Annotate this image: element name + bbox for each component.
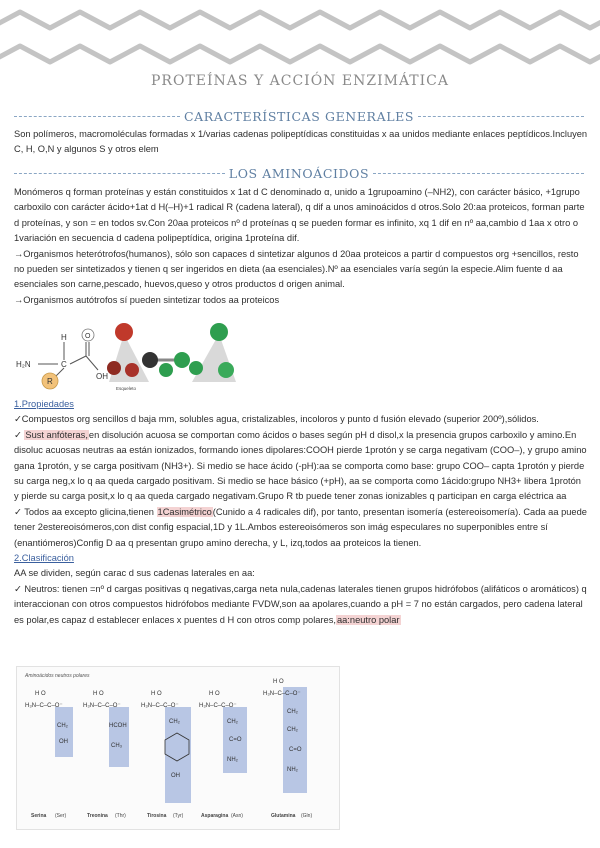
dashed-rule-right <box>373 173 584 174</box>
glutamine-label: Glutamina <box>271 813 296 819</box>
aminoacids-body <box>14 185 588 308</box>
section-heading-aminoacids <box>14 164 584 182</box>
general-paragraph <box>14 127 588 158</box>
svg-text:HCOH: HCOH <box>109 723 127 729</box>
svg-text:C=O: C=O <box>229 737 242 743</box>
neutral-text: ✓ Neutros: tienen =nº d cargas positivas q negativas,carga neta nula,cadenas laterales tienen grupos hidrófobos (alifáticos o aromáticos) q interaccionan con otros compuestos hidrófobos mediante FVDW,son aa apolares,cuando a pH = 7 no están cargados, pero cadena lateral es polar,es capaz d establecer enlaces x puentes d H con otros comp polares, <box>14 583 587 625</box>
aa-intro-text: Monómeros q forman proteínas y están constituidos x 1at d C denominado α, unido a 1grupoamino (–NH2), con carácter básico, +1grupo carboxilo con carácter ácido+1at d H(–H)+1 radical R (cadena lateral), q dif a unos aminoácidos d otros.Solo 20:aa proteicos, forman parte d proteínas, y son = en todos sv.Con 20aa proteicos nº d proteínas q se pueden formar es infinito, xq 1 dif en nº aa,cambio d 1aa x otro o 1variación en secuencia d cadena polipeptídica, origina 1proteína dif. <box>14 187 585 244</box>
amino-acid-structure-figure <box>14 320 264 396</box>
serine-abbr: (Ser) <box>55 813 67 819</box>
tyrosine-label: Tirosina <box>147 813 167 819</box>
mol-r-label: R <box>47 377 53 386</box>
section-label-aminoacids: LOS AMINOÁCIDOS <box>228 165 370 181</box>
svg-text:CH₂: CH₂ <box>287 709 298 715</box>
heterotrophs-text: →Organismos heterótrofos(humanos), sólo son capaces d sintetizar algunos d 20aa proteicos a partir d compuestos org +sencillos, resto no pueden ser sintetizados y tienen q ser ingeridos en dieta (aa esenciales).Nº aa esenciales varía según la especie.Alim fuente d aa esenciales son carne,pescado, huevos,queso y otros productos d origen animal. <box>14 248 579 290</box>
property-3-text: (Cunido a 4 radicales dif), por tanto, presentan isomería (estereoisomería). Cada aa puede tener 2estereoisómeros,con dist config espacial,1D y 1L.Ambos estereoisómeros son imág especulares no superponibles entre sí (enantiómeros)Config D aa q presentan grupo amino derecha, y L, izq,todos aa proteicos la tienen. <box>14 506 587 548</box>
svg-text:H O: H O <box>35 691 46 697</box>
tyrosine-structure <box>141 691 191 819</box>
classification-link[interactable]: 2.Clasificación <box>14 553 74 564</box>
svg-text:H₃N–C–C–O⁻: H₃N–C–C–O⁻ <box>199 703 237 709</box>
section-heading-general <box>14 107 584 125</box>
svg-text:H₃N–C–C–O⁻: H₃N–C–C–O⁻ <box>25 703 63 709</box>
general-text: Son polímeros, macromoléculas formadas x 1/varias cadenas polipeptídicas constituidas x aa unidos mediante enlaces peptídicos.Incluyen C, H, O,N y algunos S y otros elem <box>14 129 588 155</box>
dashed-rule-left <box>14 173 225 174</box>
properties-heading <box>14 397 588 412</box>
second-zigzag-decoration <box>0 40 600 70</box>
svg-text:H₃N–C–C–O⁻: H₃N–C–C–O⁻ <box>263 691 301 697</box>
asparagine-structure <box>199 691 247 819</box>
mol-o-label: O <box>85 333 91 340</box>
classification-intro: AA se dividen, según carac d sus cadenas laterales en aa: <box>14 568 255 579</box>
svg-text:CH₂: CH₂ <box>227 719 238 725</box>
svg-text:CH₃: CH₃ <box>111 743 123 749</box>
model-caption: Esqueleto <box>116 386 137 391</box>
glutamine-abbr: (Gln) <box>301 813 313 819</box>
threonine-label: Treonina <box>87 813 108 819</box>
mol-n-label: H₂N <box>16 360 31 369</box>
svg-text:H O: H O <box>209 691 220 697</box>
mol-h-label: H <box>61 333 67 342</box>
page-title: PROTEÍNAS Y ACCIÓN ENZIMÁTICA <box>151 73 449 89</box>
svg-text:CH₂: CH₂ <box>169 719 180 725</box>
svg-text:C=O: C=O <box>289 747 302 753</box>
threonine-abbr: (Thr) <box>115 813 126 819</box>
figure-title: Aminoácidos neutros polares <box>25 673 90 679</box>
threonine-structure <box>83 691 129 819</box>
svg-text:NH₂: NH₂ <box>287 767 298 773</box>
tyrosine-abbr: (Tyr) <box>173 813 184 819</box>
serine-label: Serina <box>31 813 47 819</box>
section-label-general: CARACTERÍSTICAS GENERALES <box>184 108 414 124</box>
glutamine-structure <box>263 679 312 819</box>
svg-text:OH: OH <box>171 773 180 779</box>
property-3-prefix: ✓ Todos aa excepto glicina,tienen <box>14 506 157 517</box>
svg-text:H O: H O <box>273 679 284 685</box>
svg-text:H O: H O <box>151 691 162 697</box>
mol-oh-label: OH <box>96 372 108 381</box>
svg-text:H O: H O <box>93 691 104 697</box>
property-3 <box>14 505 588 551</box>
property-2-check: ✓ <box>14 429 25 440</box>
ball-and-stick-model <box>107 323 236 391</box>
property-2-text: en disolución acuosa se comportan como ácidos o bases según pH d disol,x la presencia grupos carboxilo y amino.En disoluc acuosas neutras aa están ionizados, formando iones dipolares:COOH pierde 1protón y se carga negativam (COO–), y grupo amino gana 1protón, y se carga positivam (NH3+). Si medio se hace ácido (-pH):aa se comporta como base: grupo COO– capta 1protón y pierde su carga neg,x lo q aa queda cargado positivam. Si medio se hace básico (+pH), aa se comporta como 1ácido:grupo NH3+ libera 1protón y pierde su carga posit,x lo q aa queda cargado negativam.Grupo R tb puede tener zonas ionizables q participan en carga eléctrica aa <box>14 429 587 502</box>
neutral-polar-aminoacids-figure <box>16 666 340 830</box>
top-zigzag-decoration <box>0 6 600 36</box>
dashed-rule-right <box>418 116 584 117</box>
svg-text:H₃N–C–C–O⁻: H₃N–C–C–O⁻ <box>141 703 179 709</box>
amphoteric-highlight: Sust anfóteras, <box>25 429 88 440</box>
autotrophs-text: →Organismos autótrofos sí pueden sintetizar todos aa proteicos <box>14 294 280 305</box>
asparagine-abbr: (Asn) <box>231 813 243 819</box>
property-2 <box>14 428 588 505</box>
classification-heading <box>14 551 588 566</box>
property-1: ✓Compuestos org sencillos d baja mm, solubles agua, cristalizables, incoloros y punto d fusión elevado (superior 200º),sólidos. <box>14 414 539 425</box>
properties-section <box>14 397 588 628</box>
svg-text:CH₂: CH₂ <box>57 723 68 729</box>
svg-text:OH: OH <box>59 739 68 745</box>
asparagine-label: Asparagina <box>201 813 229 819</box>
svg-text:CH₂: CH₂ <box>287 727 298 733</box>
dashed-rule-left <box>14 116 180 117</box>
general-structure <box>16 329 108 389</box>
classification-neutral <box>14 582 588 628</box>
mol-c-label: C <box>61 360 67 369</box>
svg-text:H₃N–C–C–O⁻: H₃N–C–C–O⁻ <box>83 703 121 709</box>
svg-text:NH₂: NH₂ <box>227 757 238 763</box>
neutral-polar-highlight: aa:neutro polar <box>336 614 400 625</box>
properties-link[interactable]: 1.Propiedades <box>14 399 74 409</box>
serine-structure <box>25 691 73 819</box>
asymmetric-carbon-highlight: 1Casimétrico <box>157 506 212 517</box>
